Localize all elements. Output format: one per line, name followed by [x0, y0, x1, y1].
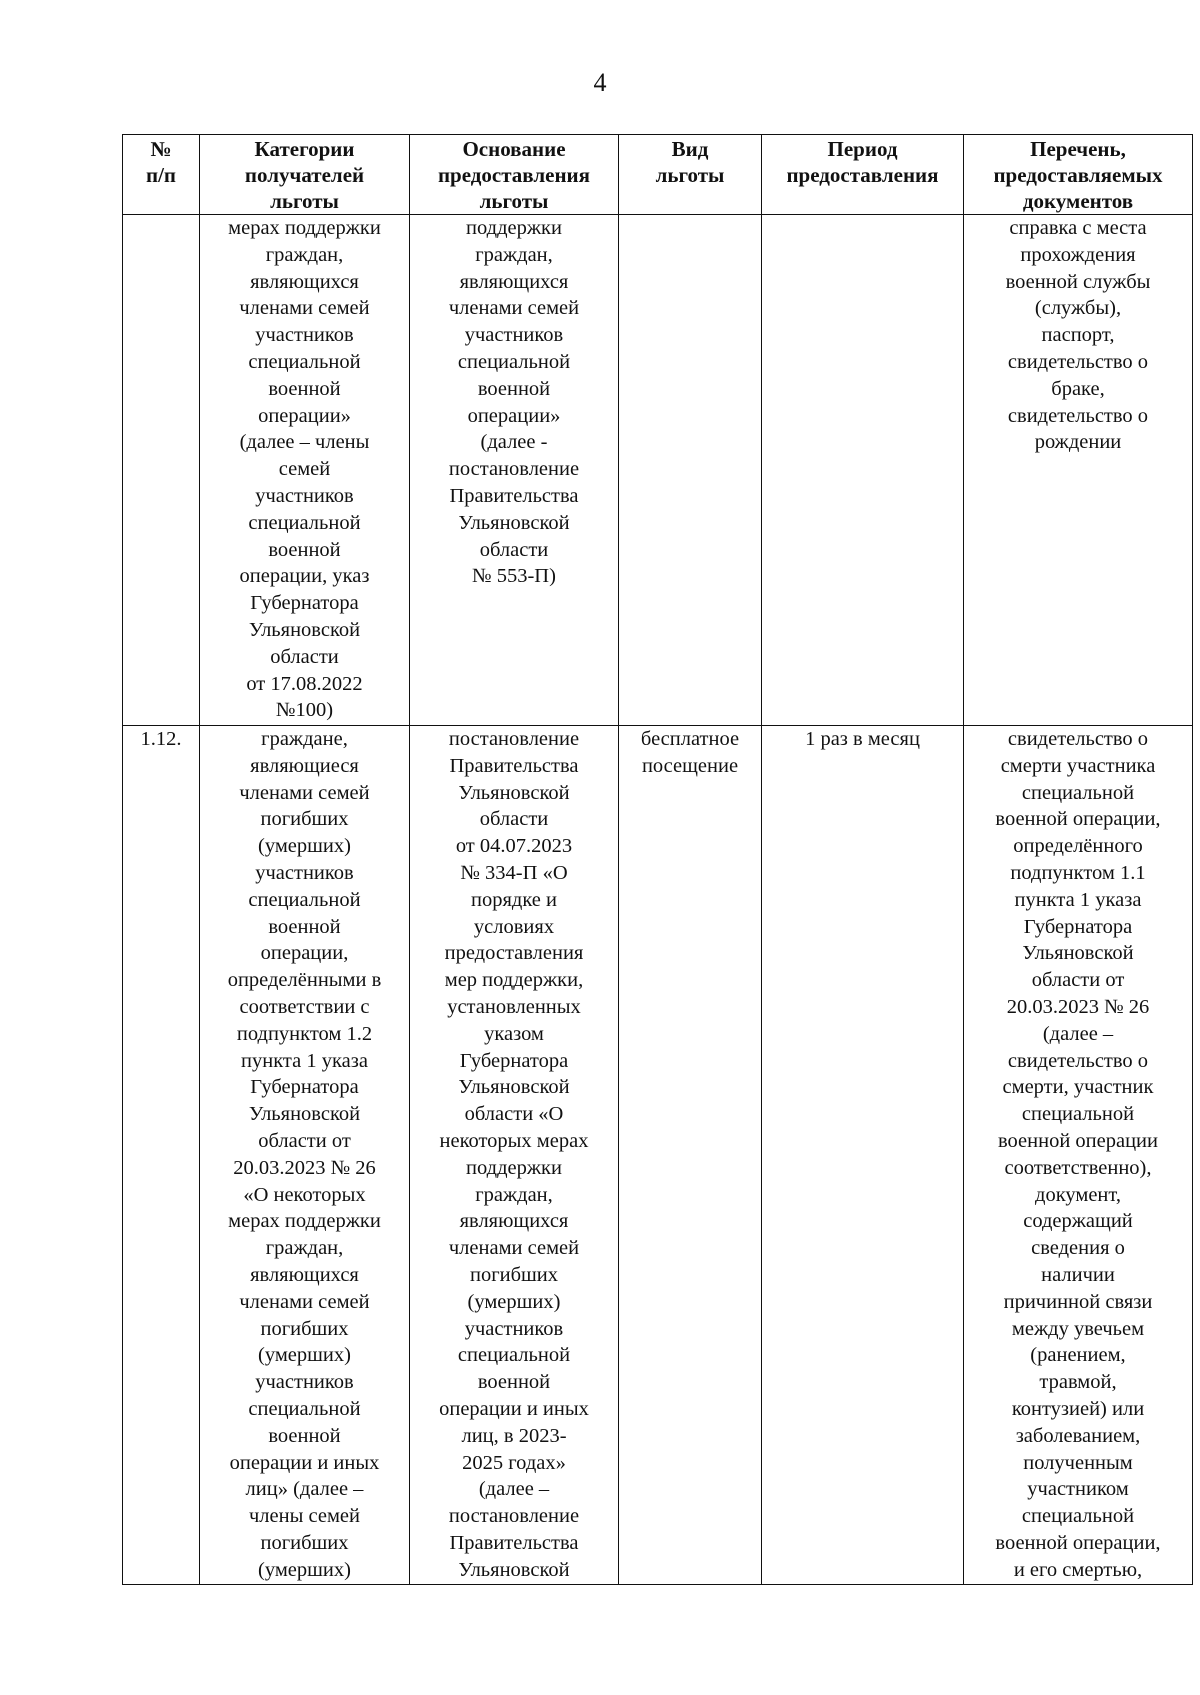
benefits-table: [122, 134, 1193, 1585]
header-benefit-type: Вид льготы: [619, 135, 762, 215]
page-number: 4: [593, 68, 607, 97]
table-row: [123, 215, 1193, 726]
cell-category: мерах поддержки граждан, являющихся членами семей участников специальной военной операции» (далее – члены семей участников специальной военной операции, указ Губернатора Ульяновской области от 17.08.2022 №100): [200, 215, 410, 726]
cell-period: 1 раз в месяц: [762, 726, 964, 1585]
cell-category: граждане, являющиеся членами семей погибших (умерших) участников специальной военной операции, определёнными в соответствии с подпунктом 1.2 пункта 1 указа Губернатора Ульяновской области от 20.03.2023 № 26 «О некоторых мерах поддержки граждан, являющихся членами семей погибших (умерших) участников специальной военной операции и иных лиц» (далее – члены семей погибших (умерших): [200, 726, 410, 1585]
cell-number: 1.12.: [123, 726, 200, 1585]
header-documents: Перечень, предоставляемых документов: [964, 135, 1193, 215]
header-category: Категории получателей льготы: [200, 135, 410, 215]
header-basis: Основание предоставления льготы: [410, 135, 619, 215]
cell-basis: поддержки граждан, являющихся членами семей участников специальной военной операции» (далее - постановление Правительства Ульяновской области № 553-П): [410, 215, 619, 726]
cell-period: [762, 215, 964, 726]
cell-benefit-type: [619, 215, 762, 726]
header-period: Период предоставления: [762, 135, 964, 215]
cell-benefit-type: бесплатное посещение: [619, 726, 762, 1585]
cell-documents: справка с места прохождения военной службы (службы), паспорт, свидетельство о браке, свидетельство о рождении: [964, 215, 1193, 726]
cell-basis: постановление Правительства Ульяновской области от 04.07.2023 № 334-П «О порядке и условиях предоставления мер поддержки, установленных указом Губернатора Ульяновской области «О некоторых мерах поддержки граждан, являющихся членами семей погибших (умерших) участников специальной военной операции и иных лиц, в 2023- 2025 годах» (далее – постановление Правительства Ульяновской: [410, 726, 619, 1585]
cell-documents: свидетельство о смерти участника специальной военной операции, определённого подпунктом 1.1 пункта 1 указа Губернатора Ульяновской области от 20.03.2023 № 26 (далее – свидетельство о смерти, участник специальной военной операции соответственно), документ, содержащий сведения о наличии причинной связи между увечьем (ранением, травмой, контузией) или заболеванием, полученным участником специальной военной операции, и его смертью,: [964, 726, 1193, 1585]
header-number: № п/п: [123, 135, 200, 215]
table-header-row: [123, 135, 1193, 215]
cell-number: [123, 215, 200, 726]
table-row: [123, 726, 1193, 1585]
